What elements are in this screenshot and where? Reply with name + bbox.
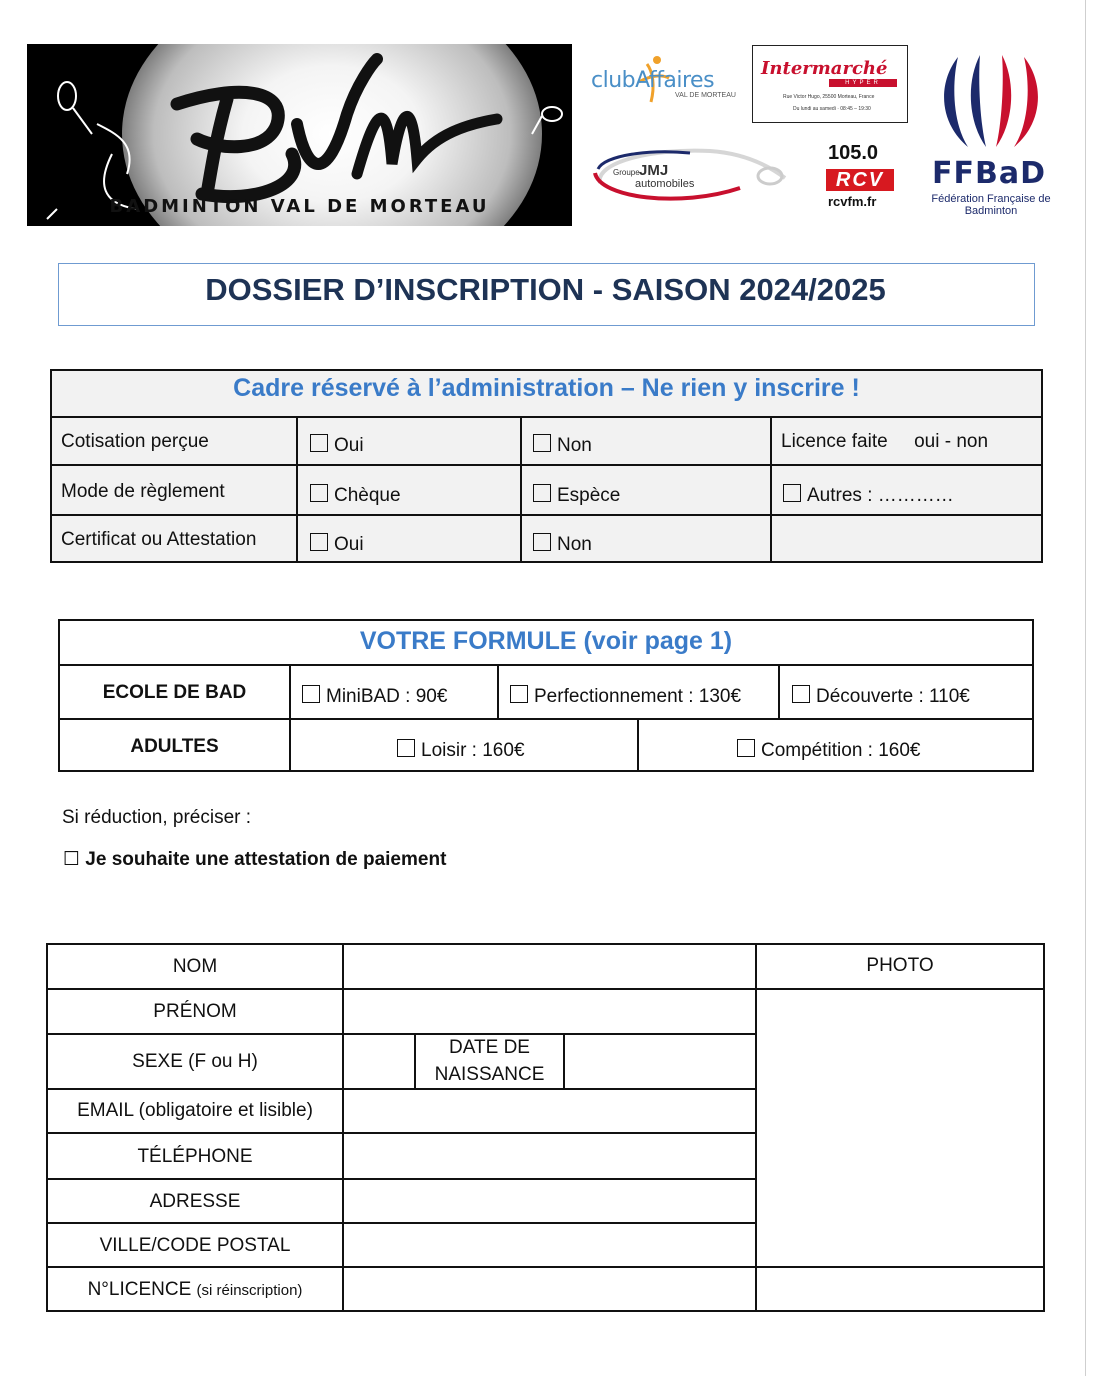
licence-label-note: (si réinscription) xyxy=(196,1282,303,1299)
checkbox[interactable] xyxy=(310,484,328,502)
option-label: Découverte : 110€ xyxy=(816,686,970,707)
licence-label-main: N°LICENCE xyxy=(87,1279,192,1300)
jmj-group: Groupe xyxy=(613,168,640,177)
checkbox[interactable] xyxy=(783,484,801,502)
club-affaires-logo xyxy=(589,52,739,112)
checkbox[interactable] xyxy=(310,434,328,452)
admin-row-label: Cotisation perçue xyxy=(61,431,209,452)
option-label: Compétition : 160€ xyxy=(761,740,921,761)
admin-row-label: Mode de règlement xyxy=(61,481,225,502)
date-naissance-label-line1: DATE DE xyxy=(449,1037,530,1058)
minibad-option[interactable] xyxy=(302,685,447,708)
ville-field[interactable] xyxy=(344,1224,755,1266)
attestation-option[interactable]: ☐ Je souhaite une attestation de paiement xyxy=(63,849,447,870)
adultes-label: ADULTES xyxy=(130,736,219,757)
admin-header-row xyxy=(51,370,1042,417)
decouverte-option[interactable] xyxy=(792,685,970,708)
intermarche-logo xyxy=(752,45,908,123)
intermarche-name: Intermarché xyxy=(761,58,888,79)
jmj-logo xyxy=(590,143,800,205)
club-affaires-sub: VAL DE MORTEAU xyxy=(675,92,736,99)
option-label: Autres : ………… xyxy=(807,485,954,506)
option-label: MiniBAD : 90€ xyxy=(326,686,448,707)
checkbox[interactable] xyxy=(533,533,551,551)
admin-header: Cadre réservé à l’administration – Ne rien y inscrire ! xyxy=(233,374,860,402)
nom-field[interactable] xyxy=(344,945,755,988)
photo-label: PHOTO xyxy=(866,955,934,976)
email-field[interactable] xyxy=(344,1090,755,1132)
page-edge xyxy=(1085,0,1086,1376)
adresse-field[interactable] xyxy=(344,1180,755,1222)
option-label: Perfectionnement : 130€ xyxy=(534,686,742,707)
reduction-label: Si réduction, préciser : xyxy=(62,807,252,828)
title-box xyxy=(58,263,1035,326)
prenom-field[interactable] xyxy=(344,990,755,1033)
ffbad-logo xyxy=(930,52,1052,222)
checkbox[interactable] xyxy=(510,685,528,703)
nom-label: NOM xyxy=(172,956,218,977)
option-label: Oui xyxy=(334,435,364,456)
option-label: Non xyxy=(557,534,592,555)
competition-option[interactable] xyxy=(737,739,921,762)
ffbad-name: FFBaD xyxy=(932,156,1046,191)
intermarche-address: Rue Victor Hugo, 25500 Morteau, France xyxy=(783,94,875,100)
intermarche-hours: Du lundi au samedi · 08:45 – 19:30 xyxy=(793,106,871,112)
rcv-site: rcvfm.fr xyxy=(828,194,877,209)
certificat-oui-option[interactable] xyxy=(310,533,364,556)
checkbox[interactable] xyxy=(302,685,320,703)
reglement-espece-option[interactable] xyxy=(533,484,620,507)
jmj-sub: automobiles xyxy=(635,178,695,190)
checkbox[interactable] xyxy=(533,484,551,502)
formule-header: VOTRE FORMULE (voir page 1) xyxy=(359,627,733,655)
date-naissance-field[interactable] xyxy=(565,1035,755,1088)
ffbad-federation: Fédération Française de Badminton xyxy=(931,193,1051,217)
perfectionnement-option[interactable] xyxy=(510,685,741,708)
intermarche-type: HYPER xyxy=(829,79,897,87)
cotisation-non-option[interactable] xyxy=(533,434,592,457)
sexe-label: SEXE (F ou H) xyxy=(132,1051,258,1072)
checkbox[interactable] xyxy=(792,685,810,703)
rcv-logo xyxy=(822,142,898,212)
option-label: Loisir : 160€ xyxy=(421,740,525,761)
option-label: Non xyxy=(557,435,592,456)
bvm-logo xyxy=(27,44,572,226)
page-title: DOSSIER D’INSCRIPTION - SAISON 2024/2025 xyxy=(205,272,886,307)
licence-label xyxy=(48,1279,342,1301)
adresse-label: ADRESSE xyxy=(149,1191,241,1212)
rcv-name: RCV xyxy=(826,169,894,191)
reglement-autres-option[interactable] xyxy=(783,484,954,507)
prenom-label: PRÉNOM xyxy=(153,1001,237,1022)
checkbox[interactable] xyxy=(397,739,415,757)
checkbox[interactable] xyxy=(533,434,551,452)
bvm-caption: BADMINTON VAL DE MORTEAU xyxy=(109,196,490,217)
licence-extra-cell xyxy=(757,1268,1043,1310)
licence-field[interactable] xyxy=(344,1268,755,1310)
sexe-field[interactable] xyxy=(344,1035,414,1088)
admin-row-label: Certificat ou Attestation xyxy=(61,529,257,550)
reglement-cheque-option[interactable] xyxy=(310,484,401,507)
club-affaires-name: clubAffaires xyxy=(591,68,715,93)
ecole-label: ECOLE DE BAD xyxy=(102,682,247,703)
ville-label: VILLE/CODE POSTAL xyxy=(99,1235,291,1256)
telephone-label: TÉLÉPHONE xyxy=(137,1146,253,1167)
date-naissance-label-line2: NAISSANCE xyxy=(434,1064,545,1085)
photo-area[interactable] xyxy=(757,990,1043,1266)
email-label: EMAIL (obligatoire et lisible) xyxy=(77,1100,313,1121)
checkbox[interactable] xyxy=(737,739,755,757)
licence-faite-label: Licence faite oui - non xyxy=(781,431,989,452)
cotisation-oui-option[interactable] xyxy=(310,434,364,457)
option-label: Espèce xyxy=(557,485,621,506)
jmj-name: JMJ xyxy=(639,162,669,179)
checkbox[interactable] xyxy=(310,533,328,551)
rcv-frequency: 105.0 xyxy=(828,142,879,164)
telephone-field[interactable] xyxy=(344,1134,755,1178)
loisir-option[interactable] xyxy=(397,739,525,762)
option-label: Oui xyxy=(334,534,364,555)
certificat-non-option[interactable] xyxy=(533,533,592,556)
option-label: Chèque xyxy=(334,485,401,506)
